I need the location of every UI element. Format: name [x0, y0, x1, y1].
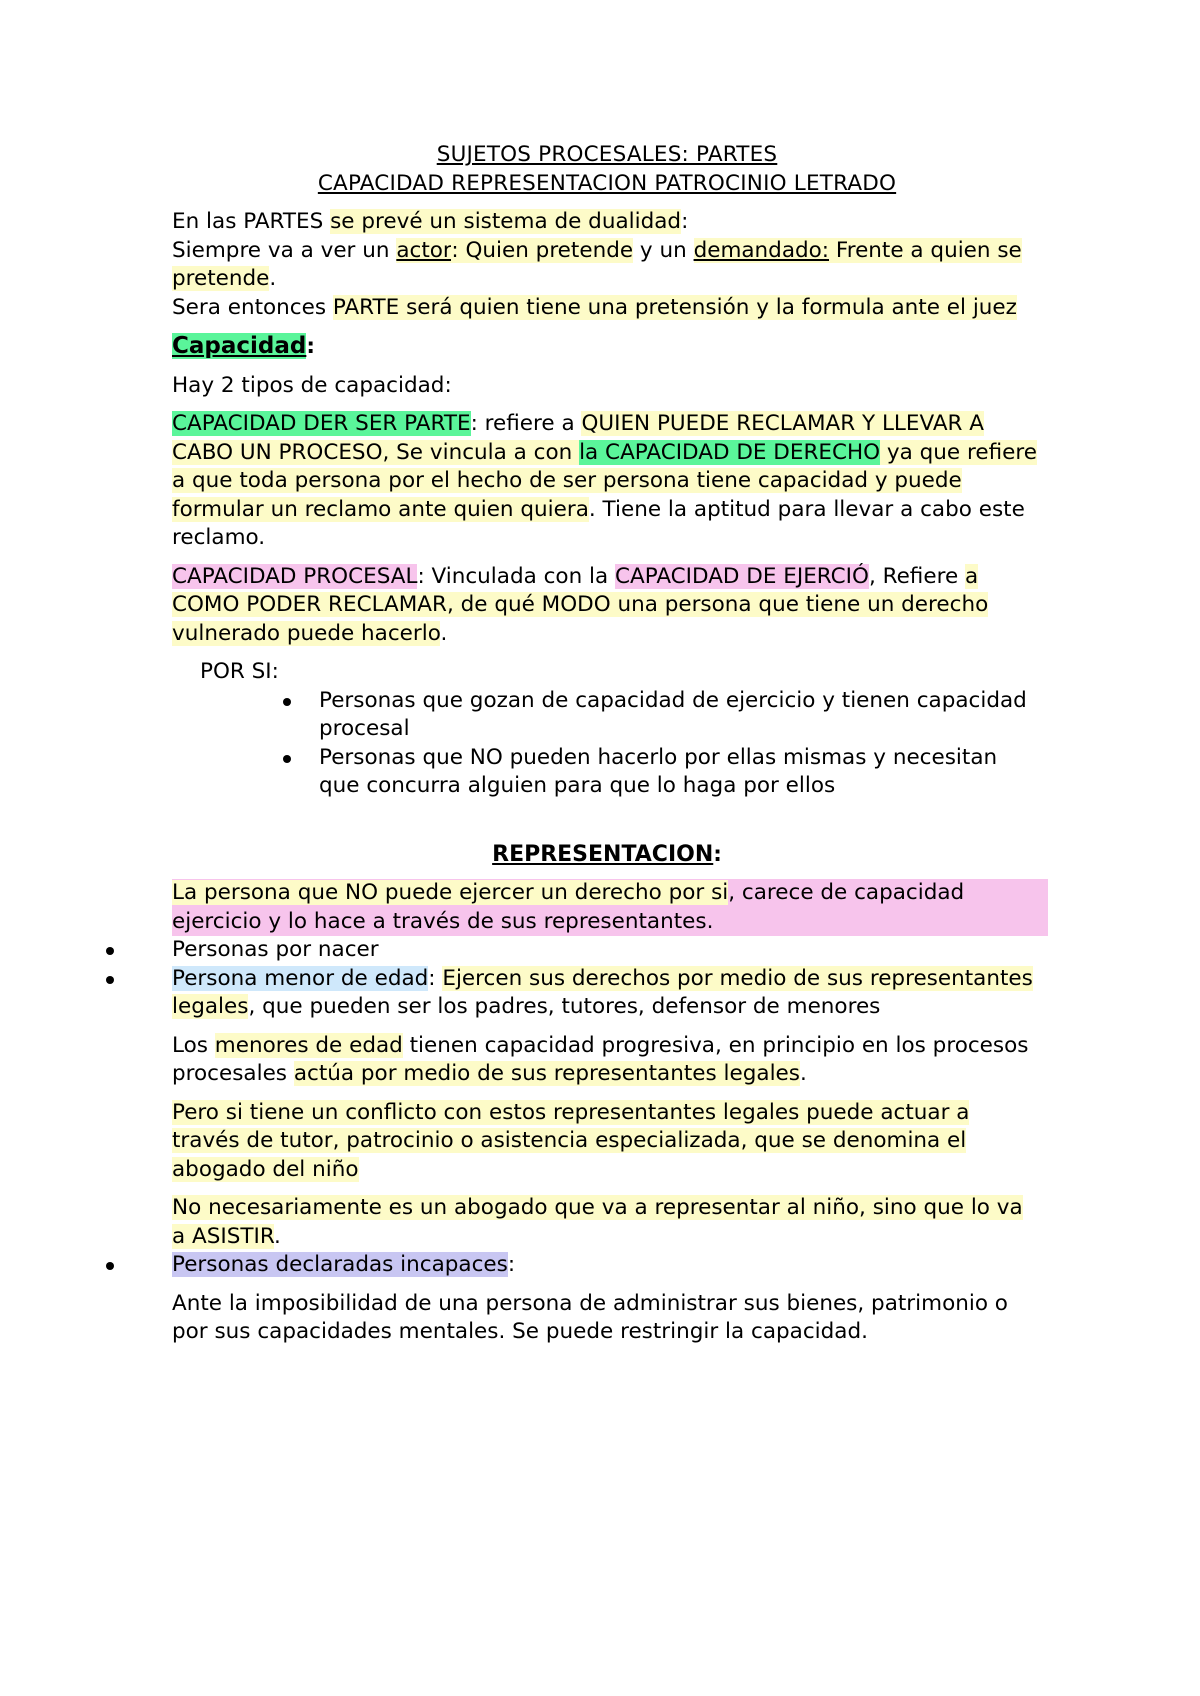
- list-item: [138, 1251, 1042, 1280]
- intro-paragraph: [172, 208, 1042, 322]
- list-item: [172, 687, 1042, 744]
- capacidad-heading-text: Capacidad: [172, 333, 307, 359]
- representacion-list-2: [138, 1251, 1042, 1280]
- document-body: [172, 140, 1042, 1347]
- por-si-label: [172, 658, 1042, 687]
- capacidad-derecho-term: la CAPACIDAD DE DERECHO: [579, 439, 881, 465]
- rep-item-2-b: :: [428, 965, 443, 991]
- capacidad-heading: [172, 332, 1042, 362]
- intro-p2-a: Siempre va a ver un: [172, 237, 397, 263]
- menores-a: Los: [172, 1032, 215, 1058]
- procesal-a: : Vinculada con la: [417, 563, 616, 589]
- ante-paragraph: [172, 1290, 1042, 1347]
- bullet-icon: [283, 698, 291, 706]
- no-nec-end: .: [274, 1223, 281, 1249]
- demandado-term: demandado:: [693, 237, 830, 263]
- menores-e: .: [799, 1061, 807, 1086]
- procesal-d: a COMO PODER RECLAMAR, de qué MODO una persona que tiene un derecho vulnerado puede hacerlo: [172, 563, 989, 646]
- por-si-item-1: Personas que gozan de capacidad de ejercicio y tienen capacidad procesal: [319, 687, 1027, 741]
- por-si-text: POR SI:: [200, 659, 279, 684]
- bullet-icon: [106, 1262, 114, 1270]
- rep-item-3-a: Personas declaradas incapaces: [172, 1252, 508, 1277]
- no-necesariamente-paragraph: [172, 1194, 1042, 1251]
- title-line-1-text: SUJETOS PROCESALES: PARTES: [436, 142, 778, 167]
- intro-p1-b: se prevé un sistema de dualidad: [330, 209, 682, 234]
- title-line-2: [172, 169, 1042, 198]
- intro-p2-d: y un: [633, 237, 694, 263]
- representacion-heading-colon: :: [713, 841, 722, 867]
- procesal-e: .: [440, 620, 448, 646]
- pero-b: legales puede actuar a través de tutor, patrocinio o asistencia especializada, que se denomina el abogado del niño: [172, 1099, 970, 1182]
- por-si-item-2: Personas que NO pueden hacerlo por ellas mismas y necesitan que concurra alguien para que lo haga por ellos: [319, 744, 998, 798]
- rep-item-1: Personas por nacer: [172, 937, 379, 962]
- intro-p1-a: En las PARTES: [172, 209, 331, 234]
- procesal-paragraph: [172, 563, 1042, 649]
- list-item: [172, 744, 1042, 801]
- rep-item-3-b: :: [507, 1252, 516, 1277]
- intro-p2-f: .: [269, 266, 277, 291]
- no-nec-text: No necesariamente es un abogado que va a representar al niño, sino que lo va a ASISTIR: [172, 1195, 1023, 1249]
- menores-d: actúa por medio de sus representantes legales: [293, 1061, 800, 1086]
- capacidad-heading-colon: :: [306, 334, 315, 359]
- intro-p3-b: PARTE será quien tiene una pretensión y la formula ante el juez: [332, 294, 1017, 320]
- bullet-icon: [283, 755, 291, 763]
- representacion-heading: [172, 841, 1042, 870]
- representacion-heading-text: REPRESENTACION: [492, 841, 714, 867]
- ser-parte-b: QUIEN PUEDE RECLAMAR Y LLEVAR A CABO UN PROCESO, Se vincula a con: [172, 411, 985, 465]
- intro-p1-c: :: [681, 209, 689, 234]
- actor-term: actor: [396, 237, 452, 263]
- menores-c: tienen capacidad progresiva, en principio en los procesos procesales: [172, 1032, 1029, 1086]
- rep-item-2-c: Ejercen sus derechos por medio de sus representantes legales: [172, 965, 1033, 1019]
- menores-paragraph: [172, 1032, 1042, 1089]
- representacion-list-1: [138, 936, 1042, 1022]
- bullet-icon: [106, 947, 114, 955]
- capacidad-ejercicio-term: CAPACIDAD DE EJERCIÓ: [615, 563, 869, 589]
- tipos-text: Hay 2 tipos de capacidad:: [172, 372, 452, 398]
- rep-intro-b: , carece de capacidad ejercicio y lo hace a través de sus representantes.: [172, 880, 965, 934]
- intro-p2-b: :: [451, 237, 459, 263]
- ser-parte-paragraph: [172, 410, 1042, 553]
- intro-p2-e: Frente a quien se pretende: [172, 237, 1022, 291]
- representacion-intro: [172, 879, 1048, 936]
- pero-paragraph: [172, 1099, 1042, 1185]
- bullet-icon: [106, 976, 114, 984]
- list-item: [138, 936, 1042, 965]
- title-line-1: [172, 140, 1042, 169]
- ser-parte-d: ya que refiere a que toda persona por el hecho de ser persona tiene capacidad y puede formular un reclamo ante quien quiera: [172, 439, 1037, 522]
- ser-parte-label: CAPACIDAD DER SER PARTE: [172, 411, 471, 436]
- tipos-paragraph: [172, 372, 1042, 401]
- procesal-c: , Refiere: [868, 563, 966, 589]
- intro-p3-a: Sera entonces: [172, 294, 333, 320]
- procesal-label: CAPACIDAD PROCESAL: [172, 563, 418, 589]
- intro-p2-c: Quien pretende: [458, 237, 634, 263]
- por-si-list: [172, 687, 1042, 801]
- rep-item-2-d: , que pueden ser los padres, tutores, defensor de menores: [248, 994, 881, 1019]
- ante-text: Ante la imposibilidad de una persona de administrar sus bienes, patrimonio o por sus capacidades mentales. Se puede restringir la capacidad.: [172, 1290, 1008, 1344]
- menores-b: menores de edad: [214, 1032, 403, 1058]
- title-line-2-text: CAPACIDAD REPRESENTACION PATROCINIO LETRADO: [317, 171, 897, 196]
- ser-parte-e: . Tiene la aptitud para llevar a cabo este reclamo.: [172, 496, 1025, 550]
- ser-parte-a: : refiere a: [470, 411, 582, 436]
- rep-item-2-a: Persona menor de edad: [172, 965, 429, 991]
- rep-intro-a: La persona que NO puede ejercer un derecho por si: [172, 880, 729, 905]
- list-item: [138, 965, 1042, 1022]
- pero-a: Pero si tiene un conflicto con estos representantes: [172, 1099, 717, 1125]
